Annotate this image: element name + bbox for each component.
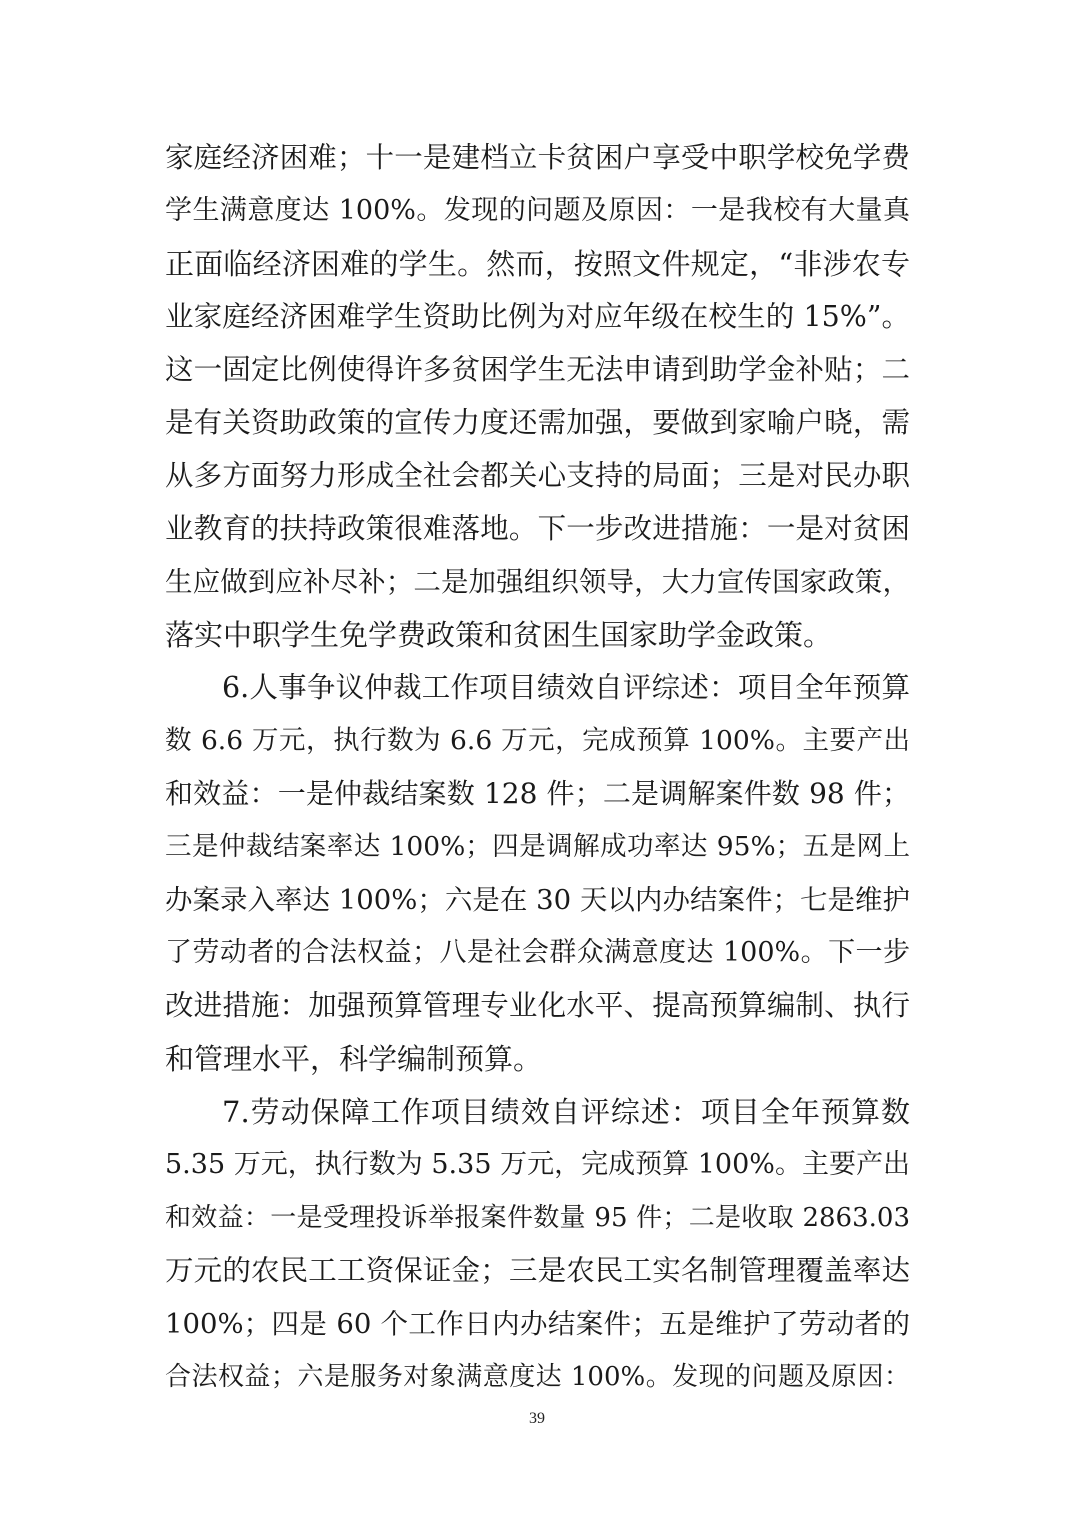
page-number: 39 [529, 1410, 545, 1427]
text-line: 万元的农民工工资保证金；三是农民工实名制管理覆盖率达 [165, 1254, 910, 1287]
text-line: 家庭经济困难；十一是建档立卡贫困户享受中职学校免学费 [165, 141, 910, 174]
text-line: 生应做到应补尽补；二是加强组织领导，大力宣传国家政策， [165, 566, 910, 598]
text-line: 三是仲裁结案率达 100%；四是调解成功率达 95%；五是网上 [165, 831, 910, 862]
text-line: 这一固定比例使得许多贫困学生无法申请到助学金补贴；二 [165, 353, 910, 386]
text-line: 从多方面努力形成全社会都关心支持的局面；三是对民办职 [165, 459, 910, 492]
text-line: 了劳动者的合法权益；八是社会群众满意度达 100%。下一步 [165, 937, 910, 968]
text-line: 和管理水平，科学编制预算。 [165, 1042, 543, 1076]
text-line: 业家庭经济困难学生资助比例为对应年级在校生的 15%”。 [165, 300, 910, 333]
section-heading-6: 6.人事争议仲裁工作项目绩效自评综述：项目全年预算 [222, 671, 910, 704]
text-line: 数 6.6 万元，执行数为 6.6 万元，完成预算 100%。主要产出 [165, 725, 910, 756]
text-line: 落实中职学生免学费政策和贫困生国家助学金政策。 [165, 618, 833, 652]
text-line: 和效益：一是受理投诉举报案件数量 95 件；二是收取 2863.03 [165, 1203, 910, 1233]
text-line: 改进措施：加强预算管理专业化水平、提高预算编制、执行 [165, 989, 910, 1022]
section-heading-7: 7.劳动保障工作项目绩效自评综述：项目全年预算数 [222, 1095, 910, 1129]
text-line: 5.35 万元，执行数为 5.35 万元，完成预算 100%。主要产出 [165, 1149, 910, 1180]
text-line: 业教育的扶持政策很难落地。下一步改进措施：一是对贫困 [165, 512, 910, 545]
text-line: 正面临经济困难的学生。然而，按照文件规定，“非涉农专 [165, 247, 910, 281]
text-line: 学生满意度达 100%。发现的问题及原因：一是我校有大量真 [165, 195, 910, 226]
text-line: 100%；四是 60 个工作日内办结案件；五是维护了劳动者的 [165, 1308, 910, 1340]
text-line: 是有关资助政策的宣传力度还需加强，要做到家喻户晓，需 [165, 406, 910, 439]
text-line: 和效益：一是仲裁结案数 128 件；二是调解案件数 98 件； [165, 777, 910, 810]
text-line: 办案录入率达 100%；六是在 30 天以内办结案件；七是维护 [165, 884, 910, 916]
text-line: 合法权益；六是服务对象满意度达 100%。发现的问题及原因： [165, 1362, 910, 1392]
